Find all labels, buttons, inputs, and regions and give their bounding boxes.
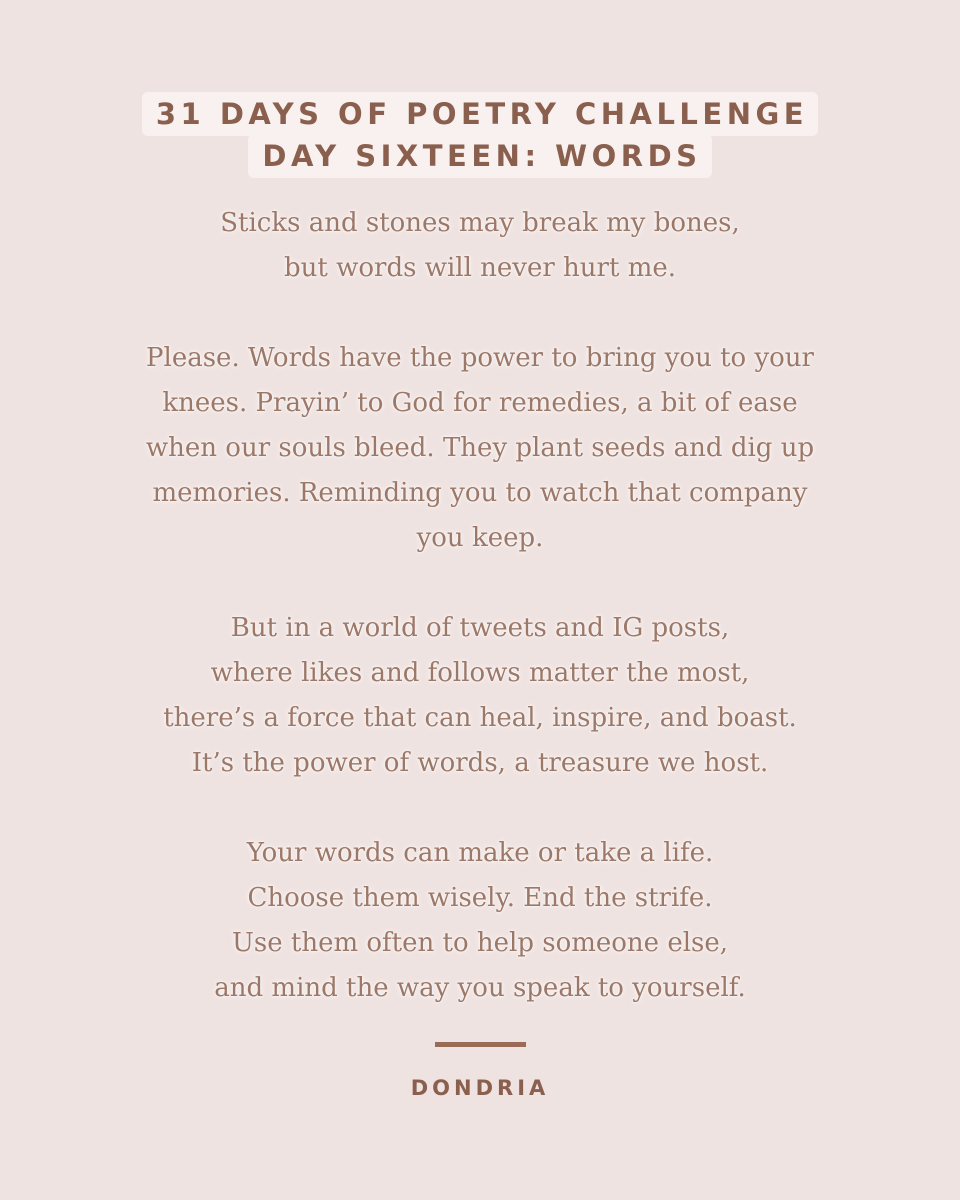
- poem-line: Sticks and stones may break my bones,: [220, 208, 740, 238]
- poem-line: knees. Prayin’ to God for remedies, a bit of ease: [162, 388, 798, 418]
- author-name: DONDRIA: [410, 1076, 550, 1100]
- poem-line: Please. Words have the power to bring you to your: [146, 343, 814, 373]
- poem-line: where likes and follows matter the most,: [210, 658, 750, 688]
- poem-line: Your words can make or take a life.: [246, 838, 714, 868]
- day-title: DAY SIXTEEN: WORDS: [248, 134, 711, 178]
- divider: [435, 1042, 526, 1047]
- poem-line: It’s the power of words, a treasure we host.: [191, 748, 769, 778]
- poem-line: but words will never hurt me.: [284, 253, 676, 283]
- poem-line: Use them often to help someone else,: [231, 928, 729, 958]
- stanza-1: [0, 201, 960, 291]
- stanza-4: [0, 831, 960, 1011]
- poem-line: But in a world of tweets and IG posts,: [230, 613, 730, 643]
- poem-line: when our souls bleed. They plant seeds and dig up: [145, 433, 815, 463]
- poem-line: you keep.: [416, 523, 544, 553]
- stanza-2: [0, 336, 960, 561]
- poem-line: Choose them wisely. End the strife.: [247, 883, 713, 913]
- poem-line: memories. Reminding you to watch that company: [152, 478, 808, 508]
- poem-line: and mind the way you speak to yourself.: [214, 973, 746, 1003]
- challenge-title: 31 DAYS OF POETRY CHALLENGE: [142, 92, 818, 136]
- poem-line: there’s a force that can heal, inspire, and boast.: [163, 703, 797, 733]
- stanza-3: [0, 606, 960, 786]
- poem-body: [0, 201, 960, 1011]
- challenge-header: [0, 92, 960, 178]
